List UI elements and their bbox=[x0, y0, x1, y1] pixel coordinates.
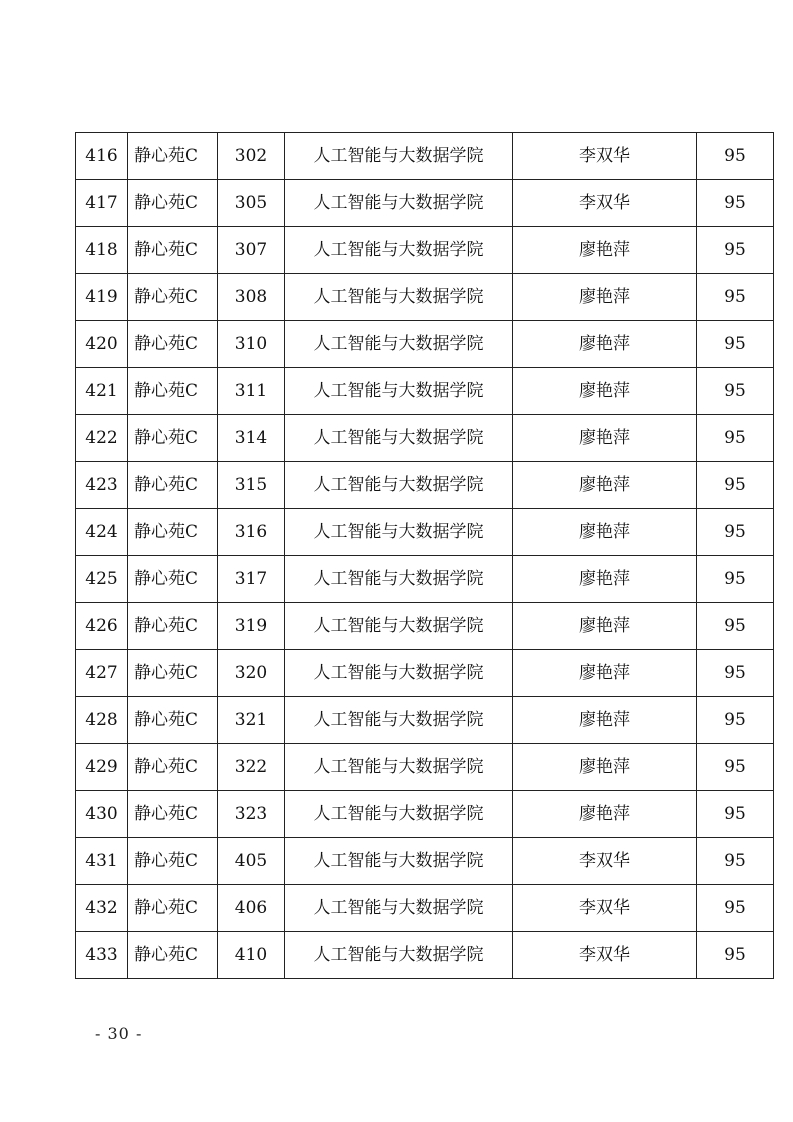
page-number: - 30 - bbox=[95, 1024, 143, 1043]
cell-college: 人工智能与大数据学院 bbox=[285, 415, 513, 462]
cell-room-number: 310 bbox=[218, 321, 285, 368]
cell-score: 95 bbox=[697, 697, 774, 744]
cell-building: 静心苑C bbox=[128, 180, 218, 227]
table-row bbox=[76, 509, 774, 556]
cell-score: 95 bbox=[697, 556, 774, 603]
cell-score: 95 bbox=[697, 744, 774, 791]
cell-building: 静心苑C bbox=[128, 885, 218, 932]
cell-building: 静心苑C bbox=[128, 274, 218, 321]
cell-building: 静心苑C bbox=[128, 838, 218, 885]
cell-room-number: 322 bbox=[218, 744, 285, 791]
cell-counselor-name: 廖艳萍 bbox=[513, 462, 697, 509]
cell-building: 静心苑C bbox=[128, 509, 218, 556]
cell-counselor-name: 廖艳萍 bbox=[513, 744, 697, 791]
dormitory-score-table-container bbox=[75, 132, 763, 979]
cell-counselor-name: 廖艳萍 bbox=[513, 509, 697, 556]
table-row bbox=[76, 744, 774, 791]
table-row bbox=[76, 274, 774, 321]
cell-serial-number: 427 bbox=[76, 650, 128, 697]
table-row bbox=[76, 556, 774, 603]
cell-serial-number: 419 bbox=[76, 274, 128, 321]
cell-serial-number: 428 bbox=[76, 697, 128, 744]
cell-college: 人工智能与大数据学院 bbox=[285, 462, 513, 509]
table-row bbox=[76, 180, 774, 227]
cell-score: 95 bbox=[697, 791, 774, 838]
cell-college: 人工智能与大数据学院 bbox=[285, 603, 513, 650]
cell-room-number: 307 bbox=[218, 227, 285, 274]
cell-counselor-name: 廖艳萍 bbox=[513, 368, 697, 415]
cell-college: 人工智能与大数据学院 bbox=[285, 509, 513, 556]
cell-counselor-name: 廖艳萍 bbox=[513, 650, 697, 697]
cell-college: 人工智能与大数据学院 bbox=[285, 274, 513, 321]
table-row bbox=[76, 462, 774, 509]
cell-serial-number: 418 bbox=[76, 227, 128, 274]
cell-score: 95 bbox=[697, 368, 774, 415]
cell-room-number: 320 bbox=[218, 650, 285, 697]
cell-college: 人工智能与大数据学院 bbox=[285, 227, 513, 274]
table-row bbox=[76, 885, 774, 932]
cell-counselor-name: 廖艳萍 bbox=[513, 791, 697, 838]
cell-room-number: 315 bbox=[218, 462, 285, 509]
cell-serial-number: 416 bbox=[76, 133, 128, 180]
table-row bbox=[76, 603, 774, 650]
cell-room-number: 311 bbox=[218, 368, 285, 415]
cell-serial-number: 425 bbox=[76, 556, 128, 603]
cell-college: 人工智能与大数据学院 bbox=[285, 133, 513, 180]
cell-serial-number: 424 bbox=[76, 509, 128, 556]
cell-college: 人工智能与大数据学院 bbox=[285, 556, 513, 603]
cell-score: 95 bbox=[697, 274, 774, 321]
cell-counselor-name: 廖艳萍 bbox=[513, 227, 697, 274]
cell-building: 静心苑C bbox=[128, 415, 218, 462]
cell-room-number: 319 bbox=[218, 603, 285, 650]
cell-score: 95 bbox=[697, 509, 774, 556]
cell-counselor-name: 李双华 bbox=[513, 133, 697, 180]
cell-building: 静心苑C bbox=[128, 744, 218, 791]
cell-building: 静心苑C bbox=[128, 133, 218, 180]
cell-score: 95 bbox=[697, 838, 774, 885]
cell-room-number: 323 bbox=[218, 791, 285, 838]
cell-building: 静心苑C bbox=[128, 462, 218, 509]
cell-room-number: 406 bbox=[218, 885, 285, 932]
cell-room-number: 305 bbox=[218, 180, 285, 227]
cell-counselor-name: 廖艳萍 bbox=[513, 697, 697, 744]
cell-building: 静心苑C bbox=[128, 791, 218, 838]
cell-counselor-name: 廖艳萍 bbox=[513, 274, 697, 321]
cell-building: 静心苑C bbox=[128, 697, 218, 744]
cell-serial-number: 430 bbox=[76, 791, 128, 838]
table-body bbox=[76, 133, 774, 979]
cell-room-number: 405 bbox=[218, 838, 285, 885]
table-row bbox=[76, 368, 774, 415]
cell-score: 95 bbox=[697, 321, 774, 368]
cell-counselor-name: 廖艳萍 bbox=[513, 603, 697, 650]
cell-college: 人工智能与大数据学院 bbox=[285, 838, 513, 885]
table-row bbox=[76, 227, 774, 274]
cell-room-number: 316 bbox=[218, 509, 285, 556]
cell-serial-number: 426 bbox=[76, 603, 128, 650]
cell-building: 静心苑C bbox=[128, 556, 218, 603]
dormitory-score-table bbox=[75, 132, 774, 979]
cell-building: 静心苑C bbox=[128, 932, 218, 979]
cell-room-number: 314 bbox=[218, 415, 285, 462]
cell-serial-number: 433 bbox=[76, 932, 128, 979]
cell-counselor-name: 廖艳萍 bbox=[513, 321, 697, 368]
cell-building: 静心苑C bbox=[128, 368, 218, 415]
table-row bbox=[76, 791, 774, 838]
cell-counselor-name: 廖艳萍 bbox=[513, 556, 697, 603]
table-row bbox=[76, 133, 774, 180]
cell-score: 95 bbox=[697, 603, 774, 650]
cell-score: 95 bbox=[697, 180, 774, 227]
cell-college: 人工智能与大数据学院 bbox=[285, 744, 513, 791]
cell-room-number: 302 bbox=[218, 133, 285, 180]
cell-building: 静心苑C bbox=[128, 321, 218, 368]
cell-serial-number: 423 bbox=[76, 462, 128, 509]
cell-serial-number: 429 bbox=[76, 744, 128, 791]
table-row bbox=[76, 838, 774, 885]
cell-room-number: 317 bbox=[218, 556, 285, 603]
table-row bbox=[76, 650, 774, 697]
cell-score: 95 bbox=[697, 415, 774, 462]
cell-score: 95 bbox=[697, 227, 774, 274]
cell-college: 人工智能与大数据学院 bbox=[285, 368, 513, 415]
cell-building: 静心苑C bbox=[128, 227, 218, 274]
cell-score: 95 bbox=[697, 932, 774, 979]
cell-serial-number: 431 bbox=[76, 838, 128, 885]
cell-college: 人工智能与大数据学院 bbox=[285, 321, 513, 368]
cell-score: 95 bbox=[697, 133, 774, 180]
cell-counselor-name: 李双华 bbox=[513, 885, 697, 932]
table-row bbox=[76, 321, 774, 368]
cell-building: 静心苑C bbox=[128, 650, 218, 697]
cell-serial-number: 422 bbox=[76, 415, 128, 462]
cell-counselor-name: 李双华 bbox=[513, 932, 697, 979]
table-row bbox=[76, 415, 774, 462]
cell-room-number: 321 bbox=[218, 697, 285, 744]
cell-college: 人工智能与大数据学院 bbox=[285, 697, 513, 744]
cell-building: 静心苑C bbox=[128, 603, 218, 650]
cell-serial-number: 421 bbox=[76, 368, 128, 415]
cell-score: 95 bbox=[697, 885, 774, 932]
table-row bbox=[76, 697, 774, 744]
cell-counselor-name: 廖艳萍 bbox=[513, 415, 697, 462]
cell-college: 人工智能与大数据学院 bbox=[285, 180, 513, 227]
cell-college: 人工智能与大数据学院 bbox=[285, 885, 513, 932]
cell-counselor-name: 李双华 bbox=[513, 180, 697, 227]
cell-score: 95 bbox=[697, 462, 774, 509]
cell-room-number: 410 bbox=[218, 932, 285, 979]
cell-serial-number: 432 bbox=[76, 885, 128, 932]
cell-serial-number: 417 bbox=[76, 180, 128, 227]
cell-college: 人工智能与大数据学院 bbox=[285, 791, 513, 838]
cell-college: 人工智能与大数据学院 bbox=[285, 650, 513, 697]
cell-room-number: 308 bbox=[218, 274, 285, 321]
cell-score: 95 bbox=[697, 650, 774, 697]
cell-serial-number: 420 bbox=[76, 321, 128, 368]
table-row bbox=[76, 932, 774, 979]
cell-counselor-name: 李双华 bbox=[513, 838, 697, 885]
cell-college: 人工智能与大数据学院 bbox=[285, 932, 513, 979]
